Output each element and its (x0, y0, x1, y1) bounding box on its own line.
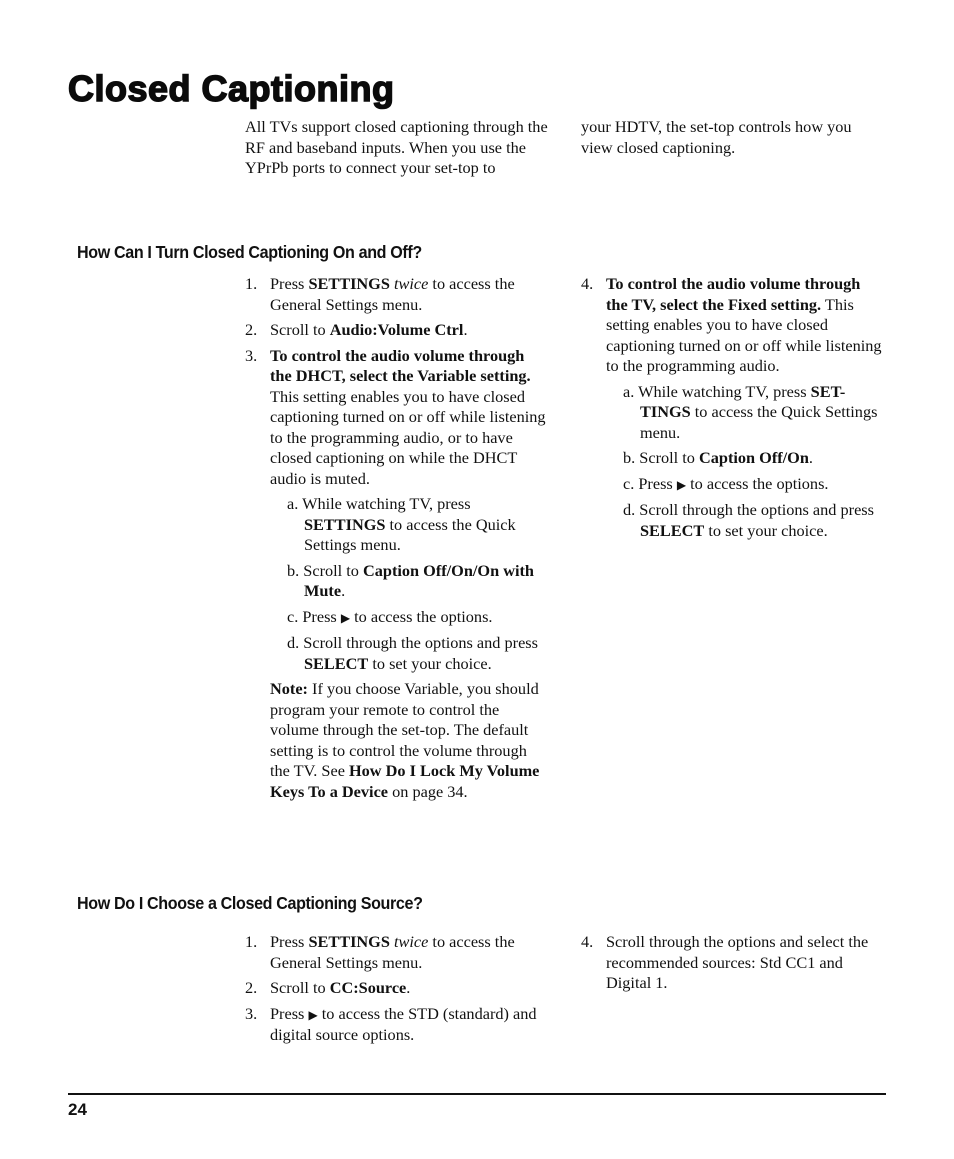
substeps (623, 382, 886, 542)
menu-item-label: Caption Off/On/On with Mute (304, 560, 534, 600)
section2-steps-right (581, 932, 891, 994)
substep-text: to access the options. (350, 606, 493, 626)
menu-item-label: Audio:Volume Ctrl (329, 320, 464, 339)
emphasis-text: twice (393, 932, 429, 951)
settings-key-label: SET-TINGS (640, 381, 846, 421)
menu-item-label: Caption Off/On (698, 448, 809, 467)
step-1 (245, 274, 550, 315)
page-title: Closed Captioning (68, 68, 395, 109)
emphasis-text: twice (393, 274, 429, 293)
step-number: 4. (581, 932, 594, 951)
step-number: 1. (245, 274, 258, 293)
substep-c (287, 607, 550, 629)
substep-text: to access the options. (686, 473, 829, 493)
substep-d (623, 500, 886, 541)
substeps (287, 494, 550, 674)
note-text: If you choose Variable, you should program your remote to control the volume through the set-top. The default setting is to control the volume through the TV. See (270, 679, 539, 780)
step-text: Scroll to (270, 320, 330, 339)
substep-b (623, 448, 886, 469)
step-text: Scroll to (270, 978, 330, 997)
settings-key-label: SETTINGS (308, 274, 390, 293)
settings-key-label: SETTINGS (304, 514, 386, 534)
step-number: 1. (245, 932, 258, 951)
step-2 (245, 320, 550, 341)
section2-right-column (581, 932, 891, 999)
substep-d (287, 633, 550, 674)
substep-text: b. Scroll to (287, 560, 363, 580)
substep-a (287, 494, 550, 556)
substep-b (287, 561, 550, 602)
substep-text: c. Press (623, 473, 677, 493)
step-text: to access the STD (standard) and digital source options. (270, 1003, 537, 1044)
step-3 (245, 346, 550, 803)
section-heading-turn-on-off: How Can I Turn Closed Captioning On and Off? (77, 242, 422, 262)
step-2 (245, 978, 550, 999)
step-number: 4. (581, 274, 594, 293)
substep-text: d. Scroll through the options and press (287, 633, 538, 652)
note (270, 679, 550, 802)
step-1 (245, 932, 550, 973)
substep-text: b. Scroll to (623, 448, 699, 467)
intro-text-left: All TVs support closed captioning through the RF and baseband inputs. When you use the YPrPb ports to connect your set-top to (245, 117, 548, 177)
substep-text: . (341, 581, 346, 600)
substep-text: . (808, 448, 813, 467)
section1-right-column (581, 274, 886, 546)
step-number: 3. (245, 1003, 258, 1023)
step-4 (581, 932, 891, 994)
step-lead-text: To control the audio volume through the TV, select the Fixed setting. (606, 274, 861, 314)
section2-left-column (245, 932, 550, 1051)
substep-text: c. Press (287, 606, 341, 626)
step-text: to access the General Settings menu. (270, 274, 515, 314)
step-lead-text: To control the audio volume through the DHCT, select the Variable setting. (270, 345, 531, 385)
step-text: Press (270, 1003, 309, 1023)
substep-text: to access the Quick Settings menu. (304, 514, 516, 554)
substep-text: to set your choice. (368, 653, 492, 673)
settings-key-label: SETTINGS (308, 932, 390, 951)
cross-reference: How Do I Lock My Volume Keys To a Device (270, 761, 540, 801)
note-text: on page 34. (388, 781, 468, 801)
step-text: . (406, 978, 411, 997)
step-text: to access the General Settings menu. (270, 932, 515, 972)
right-arrow-icon: ▶ (340, 610, 351, 625)
section1-left-column (245, 274, 550, 807)
section1-steps-right (581, 274, 886, 541)
step-text: Press (270, 274, 309, 293)
substep-text: to set your choice. (704, 520, 828, 540)
intro-left-column (245, 117, 555, 179)
intro-right-column (581, 117, 886, 158)
substep-a (623, 382, 886, 444)
note-label: Note: (270, 679, 308, 698)
step-text: This setting enables you to have closed captioning turned on or off while listening to the programming audio. (606, 294, 882, 375)
section2-steps-left (245, 932, 550, 1046)
select-key-label: SELECT (304, 653, 369, 673)
step-number: 2. (245, 978, 258, 997)
select-key-label: SELECT (640, 520, 705, 540)
section-heading-choose-source: How Do I Choose a Closed Captioning Source? (77, 893, 423, 913)
step-text: . (463, 320, 468, 339)
intro-text-right: your HDTV, the set-top controls how you view closed captioning. (581, 117, 852, 157)
step-text: Scroll through the options and select the recommended sources: Std CC1 and Digital 1. (606, 932, 869, 992)
menu-item-label: CC:Source (329, 978, 407, 997)
substep-text: d. Scroll through the options and press (623, 500, 874, 519)
step-3 (245, 1004, 550, 1046)
right-arrow-icon: ▶ (676, 477, 687, 492)
substep-text: to access the Quick Settings menu. (640, 402, 878, 442)
step-4 (581, 274, 886, 541)
right-arrow-icon: ▶ (308, 1007, 318, 1022)
substep-text: a. While watching TV, press (623, 381, 811, 401)
step-text: Press (270, 932, 309, 951)
footer-rule (68, 1093, 886, 1095)
step-text: This setting enables you to have closed captioning turned on or off while listening to the programming audio, or to have closed captioning on while the DHCT audio is muted. (270, 386, 546, 488)
substep-text: a. While watching TV, press (287, 494, 471, 513)
substep-c (623, 474, 886, 496)
step-number: 2. (245, 320, 258, 339)
page-number: 24 (68, 1100, 87, 1119)
step-number: 3. (245, 345, 258, 365)
section1-steps-left (245, 274, 550, 802)
